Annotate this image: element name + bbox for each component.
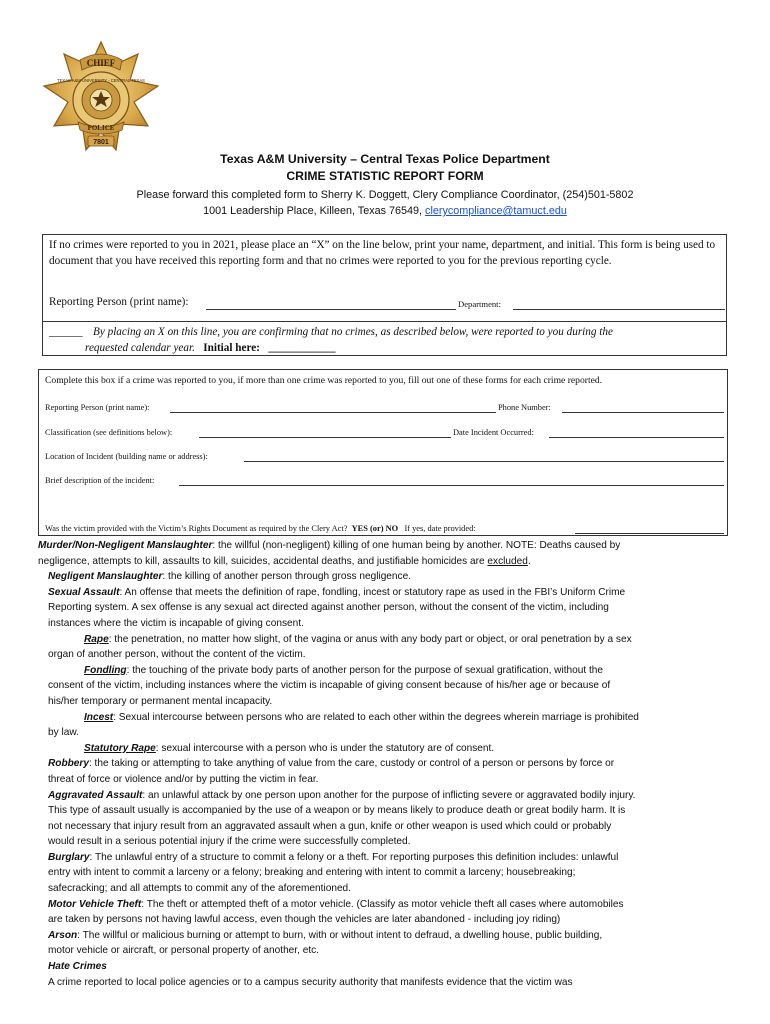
crime-reporting-person-label: Reporting Person (print name): <box>45 403 150 412</box>
date-provided-field[interactable] <box>575 533 724 534</box>
date-occurred-label: Date Incident Occurred: <box>453 428 534 437</box>
svg-text:TEXAS A&M UNIVERSITY - CENTRAL: TEXAS A&M UNIVERSITY - CENTRAL TEXAS <box>57 78 145 83</box>
definition-sexual-assault: Sexual Assault: An offense that meets the definition of rape, fondling, incest or statutory rape as used in the FBI’s Uniform Crime <box>48 586 626 598</box>
police-badge-logo <box>40 40 162 154</box>
definition-rape: Rape: the penetration, no matter how slight, of the vagina or anus with any body part or object, or oral penetration by a sex <box>84 633 632 645</box>
location-label: Location of Incident (building name or address): <box>45 452 208 461</box>
svg-text:CHIEF: CHIEF <box>86 58 116 68</box>
confirm-statement-line2: requested calendar year. Initial here: ____________ <box>85 342 336 354</box>
definition-motor-vehicle-theft: Motor Vehicle Theft: The theft or attempted theft of a motor vehicle. (Classify as motor vehicle theft all cases where automobiles <box>48 898 624 910</box>
description-field[interactable] <box>179 485 724 486</box>
crime-reporting-person-field[interactable] <box>170 412 496 413</box>
definition-robbery: Robbery: the taking or attempting to take anything of value from the care, custody or control of a person or persons by force or <box>48 758 615 770</box>
definition-arson: Arson: The willful or malicious burning or attempt to burn, with or without intent to defraud, a dwelling house, public building, <box>48 929 603 941</box>
email-link[interactable]: clerycompliance@tamuct.edu <box>425 205 567 217</box>
department-label: Department: <box>458 299 501 309</box>
definition-aggravated-assault: Aggravated Assault: an unlawful attack by one person upon another for the purpose of inflicting severe or aggravated bodily injury. <box>48 789 636 801</box>
crime-report-box <box>38 369 728 536</box>
classification-label: Classification (see definitions below): <box>45 428 173 437</box>
divider-line <box>43 321 726 322</box>
phone-label: Phone Number: <box>498 403 551 412</box>
victim-rights-question: Was the victim provided with the Victim’s Rights Document as required by the Clery Act? YES (or) NO If yes, date provided: <box>45 524 476 533</box>
location-field[interactable] <box>244 461 724 462</box>
reporting-person-label: Reporting Person (print name): <box>49 296 189 308</box>
definition-burglary: Burglary: The unlawful entry of a structure to commit a felony or a theft. For reporting purposes this definition includes: unlawful <box>48 851 619 863</box>
definition-fondling: Fondling: the touching of the private body parts of another person for the purpose of sexual gratification, without the <box>84 664 603 676</box>
classification-field[interactable] <box>199 437 451 438</box>
crime-definitions: Murder/Non-Negligent Manslaughter: the willful (non-negligent) killing of one human being by another. NOTE: Deaths caused by negligence, attempts to kill, assaults to kill, suicides, accidental deaths, and justifiable homicides are excluded. Negligent Manslaughter: the killing of another person through gross negligence. Sexual Assault: An offense that meets the definition of rape, fondling, incest or statutory rape as used in the FBI’s Uniform Crime Reporting system. A sex offense is any sexual act directed against another person, without the consent of the victim, including instances where the victim is incapable of giving consent. Rape: the penetration, no matter how slight, of the vagina or anus with any body part or object, or oral penetration by a sex organ of another person, without the content of the victim. Fondling: the touching of the private body parts of another person for the purpose of sexual gratification, without the consent of the victim, including instances where the victim is incapable of giving consent because of his/her age or because of his/her temporary or permanent mental incapacity. Incest: Sexual intercourse between persons who are related to each other within the degrees wherein marriage is prohibited by law. Statutory Rape: sexual intercourse with a person who is under the statutory are of consent. Robbery: the taking or attempting to take anything of value from the care, custody or control of a person or persons by force or threat of force or violence and/or by putting the victim in fear. Aggravated Assault: an unlawful attack by one person upon another for the purpose of inflicting severe or aggravated bodily injury. This type of assault usually is accompanied by the use of a weapon or by means likely to produce death or great bodily harm. It is not necessary that injury result from an aggravated assault when a gun, knife or other weapon is used which could or probably would result in a serious potential injury if the crime were successfully completed. Burglary: The unlawful entry of a structure to commit a felony or a theft. For reporting purposes this definition includes: unlawful entry with intent to commit a larceny or a felony; breaking and entering with intent to commit a larceny; housebreaking; safecracking; and all attempts to commit any of the aforementioned. Motor Vehicle Theft: The theft or attempted theft of a motor vehicle. (Classify as motor vehicle theft all cases where automobiles are taken by persons not having lawful access, even though the vehicles are later abandoned - including joy riding) Arson: The willful or malicious burning or attempt to burn, with or without intent to defraud, a dwelling house, public building, motor vehicle or aircraft, or personal property of another, etc. Hate Crimes A crime reported to local police agencies or to a campus security authority that manifests evidence that the victim was <box>38 538 728 990</box>
forward-instructions: Please forward this completed form to Sherry K. Doggett, Clery Compliance Coordinator, (254)501-5802 <box>136 189 634 201</box>
svg-text:POLICE: POLICE <box>87 124 115 132</box>
description-label: Brief description of the incident: <box>45 476 155 485</box>
definition-hate-crimes: Hate Crimes <box>48 961 107 973</box>
initial-field[interactable]: ____________ <box>268 342 336 354</box>
definition-murder: Murder/Non-Negligent Manslaughter: the willful (non-negligent) killing of one human being by another. NOTE: Deaths caused by <box>38 540 621 551</box>
x-mark-line[interactable]: ______ <box>49 326 83 338</box>
no-crimes-instructions: If no crimes were reported to you in 2021, please place an “X” on the line below, print your name, department, and initial. This form is being used to document that you have received this reporting form and that no crimes were reported to you for the previous reporting cycle. <box>49 239 716 267</box>
organization-title: Texas A&M University – Central Texas Police Department <box>220 152 550 166</box>
no-crimes-box <box>42 234 727 356</box>
phone-field[interactable] <box>562 412 724 413</box>
crime-box-intro: Complete this box if a crime was reported to you, if more than one crime was reported to you, fill out one of these forms for each crime reported. <box>45 375 603 386</box>
reporting-person-name-field[interactable] <box>206 309 456 310</box>
date-occurred-field[interactable] <box>549 437 724 438</box>
yes-no-options[interactable]: YES (or) NO <box>351 524 399 533</box>
mailing-address: 1001 Leadership Place, Killeen, Texas 76549, clerycompliance@tamuct.edu <box>203 205 567 217</box>
form-title: CRIME STATISTIC REPORT FORM <box>286 169 484 183</box>
confirm-statement-line1: By placing an X on this line, you are confirming that no crimes, as described below, were reported to you during the <box>93 326 613 338</box>
definition-incest: Incest: Sexual intercourse between persons who are related to each other within the degrees wherein marriage is prohibited <box>84 711 639 723</box>
svg-text:7801: 7801 <box>93 139 109 146</box>
definition-statutory-rape: Statutory Rape: sexual intercourse with a person who is under the statutory are of consent. <box>84 742 495 754</box>
department-field[interactable] <box>513 309 725 310</box>
definition-negligent-manslaughter: Negligent Manslaughter: the killing of another person through gross negligence. <box>48 571 412 583</box>
